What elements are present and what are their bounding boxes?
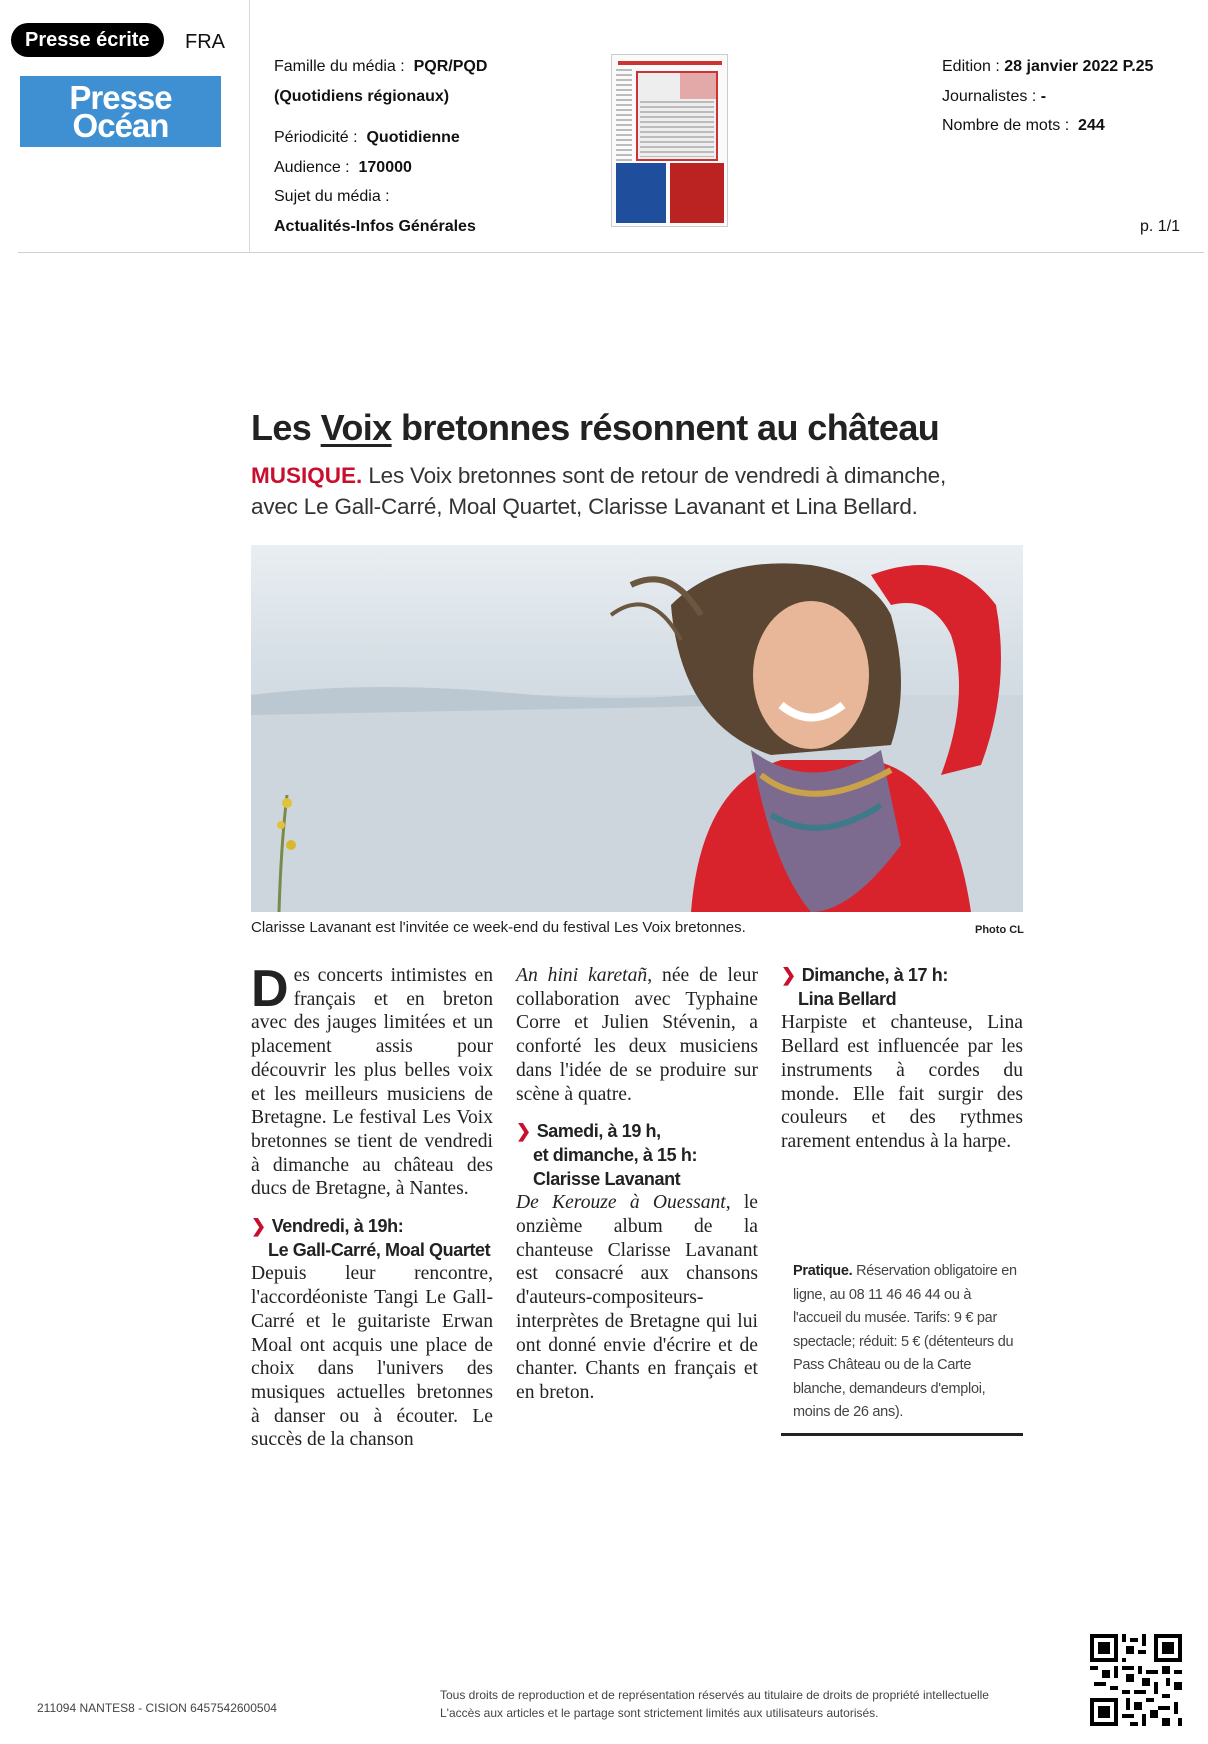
meta-edition-value: 28 janvier 2022 P.25 — [1004, 58, 1154, 75]
subhead-samedi-line3: Clarisse Lavanant — [533, 1168, 681, 1189]
subhead-dimanche-line1: Dimanche, à 17 h: — [801, 965, 948, 985]
subhead-samedi-line1: Samedi, à 19 h, — [536, 1121, 661, 1142]
meta-journalistes — [942, 87, 1046, 107]
page-indicator: p. 1/1 — [1140, 218, 1181, 235]
meta-journalistes-value: - — [1040, 88, 1047, 105]
logo-line-2: Océan — [72, 107, 169, 144]
meta-audience-value: 170000 — [358, 159, 412, 176]
subhead-vendredi — [251, 1215, 493, 1262]
meta-audience-label: Audience : — [274, 159, 350, 176]
meta-periodicite-label: Périodicité : — [274, 129, 358, 146]
qr-code[interactable] — [1090, 1634, 1182, 1726]
rubric-label: MUSIQUE. — [251, 463, 363, 488]
article-column-2 — [516, 964, 758, 1405]
intro-paragraph — [251, 960, 493, 1201]
header-bottom-divider — [18, 252, 1204, 253]
article-column-1 — [251, 960, 493, 1452]
meta-sujet-detail — [274, 217, 476, 237]
para1-end-text: , née de leur collaboration avec Typhaine Corre et Julien Stévenin, a conforté les deux musiciens dans l'idée de se produire sur scène à quatre. — [516, 965, 758, 1105]
language-code: FRA — [185, 31, 225, 53]
article-column-3 — [781, 964, 1023, 1154]
legal-line-2: L'accès aux articles et le partage sont strictement limités aux utilisateurs autorisés. — [440, 1706, 879, 1720]
meta-edition-label: Edition : — [942, 58, 1000, 75]
para2-text: , le onzième album de la chanteuse Clarisse Lavanant est consacré aux chansons d'auteurs-compositeurs-interprètes de Bretagne qui lui ont donné envie d'écrire et de chanter. Chants en français et en breton. — [516, 1192, 759, 1403]
subhead-samedi — [516, 1120, 758, 1191]
meta-journalistes-label: Journalistes : — [942, 88, 1037, 105]
paragraph-dimanche — [781, 1011, 1023, 1153]
meta-sujet-value: Actualités-Infos Générales — [274, 218, 476, 235]
meta-audience — [274, 158, 412, 178]
meta-famille-value2: (Quotidiens régionaux) — [274, 88, 450, 105]
photo-caption: Clarisse Lavanant est l'invitée ce week-end du festival Les Voix bretonnes. — [251, 919, 746, 936]
intro-text: es concerts intimistes en français et en breton avec des jauges limitées et un placement assis pour découvrir les plus belles voix et les meilleurs musiciens de Bretagne. Le festival Les Voix bretonnes se tient de vendredi à dimanche au château des ducs de Bretagne, à Nantes. — [251, 965, 493, 1200]
subhead-samedi-line2: et dimanche, à 15 h: — [533, 1144, 698, 1165]
article-headline — [251, 406, 939, 450]
standfirst-text: Les Voix bretonnes sont de retour de vendredi à dimanche, avec Le Gall-Carré, Moal Quartet, Clarisse Lavanant et Lina Bellard. — [251, 463, 947, 519]
media-type-badge: Presse écrite — [11, 23, 164, 57]
legal-line-1: Tous droits de reproduction et de représentation réservés au titulaire de droits de propriété intellectuelle — [440, 1688, 989, 1702]
header-vertical-divider — [249, 0, 250, 252]
paragraph-samedi — [516, 1191, 758, 1404]
pratique-text: Réservation obligatoire en ligne, au 08 11 46 46 44 ou à l'accueil du musée. Tarifs: 9 € par spectacle; réduit: 5 € (détenteurs du Pass Château ou de la Carte blanche, demandeurs d'emploi, moins de 26 ans). — [793, 1263, 1017, 1420]
chevron-right-icon: ❯ — [781, 965, 796, 985]
headline-underlined: Voix — [320, 407, 392, 448]
legal-notice — [440, 1686, 1080, 1722]
article-standfirst — [251, 460, 991, 522]
meta-mots-value: 244 — [1078, 117, 1105, 134]
drop-cap: D — [251, 960, 289, 1018]
subhead-dimanche — [781, 964, 1023, 1011]
para3-text: Harpiste et chanteuse, Lina Bellard est influencée par les instruments à cordes du monde. Elle fait surgir des couleurs et des rythmes rarement entendus à la harpe. — [781, 1012, 1023, 1152]
meta-sujet — [274, 187, 390, 207]
paragraph-vendredi — [251, 1262, 493, 1452]
meta-mots-label: Nombre de mots : — [942, 117, 1070, 134]
logo-line-1: Presse — [69, 79, 172, 116]
album-title: De Kerouze à Ouessant — [516, 1192, 726, 1214]
document-id: 211094 NANTES8 - CISION 6457542600504 — [37, 1701, 277, 1715]
meta-famille-value: PQR/PQD — [413, 58, 488, 75]
meta-mots — [942, 116, 1105, 136]
meta-sujet-label: Sujet du média : — [274, 188, 390, 205]
practical-info-box — [781, 1260, 1023, 1436]
headline-pre: Les — [251, 407, 321, 448]
chevron-right-icon: ❯ — [251, 1216, 266, 1237]
chevron-right-icon: ❯ — [516, 1121, 531, 1142]
meta-edition — [942, 57, 1153, 77]
meta-famille — [274, 57, 487, 77]
subhead-dimanche-line2: Lina Bellard — [798, 988, 897, 1009]
meta-periodicite — [274, 128, 460, 148]
meta-famille-label: Famille du média : — [274, 58, 405, 75]
subhead-vendredi-line2: Le Gall-Carré, Moal Quartet — [268, 1239, 491, 1260]
subhead-vendredi-line1: Vendredi, à 19h: — [271, 1216, 404, 1237]
page-thumbnail[interactable] — [611, 54, 728, 227]
photo-credit: Photo CL — [975, 924, 1024, 936]
article-photo — [251, 545, 1023, 912]
headline-post: bretonnes résonnent au château — [391, 407, 940, 448]
song-title: An hini karetañ — [516, 965, 648, 986]
para1-text: Depuis leur rencontre, l'accordéoniste Tangi Le Gall-Carré et le guitariste Erwan Moal ont acquis une place de choix dans l'univers des musiques actuelles bretonnes à danser ou à écouter. Le succès de la chanson — [251, 1263, 493, 1451]
meta-famille-detail — [274, 87, 449, 107]
paragraph-vendredi-cont — [516, 964, 758, 1106]
meta-periodicite-value: Quotidienne — [366, 129, 460, 146]
pratique-label: Pratique. — [793, 1263, 853, 1279]
publication-logo — [20, 76, 221, 147]
